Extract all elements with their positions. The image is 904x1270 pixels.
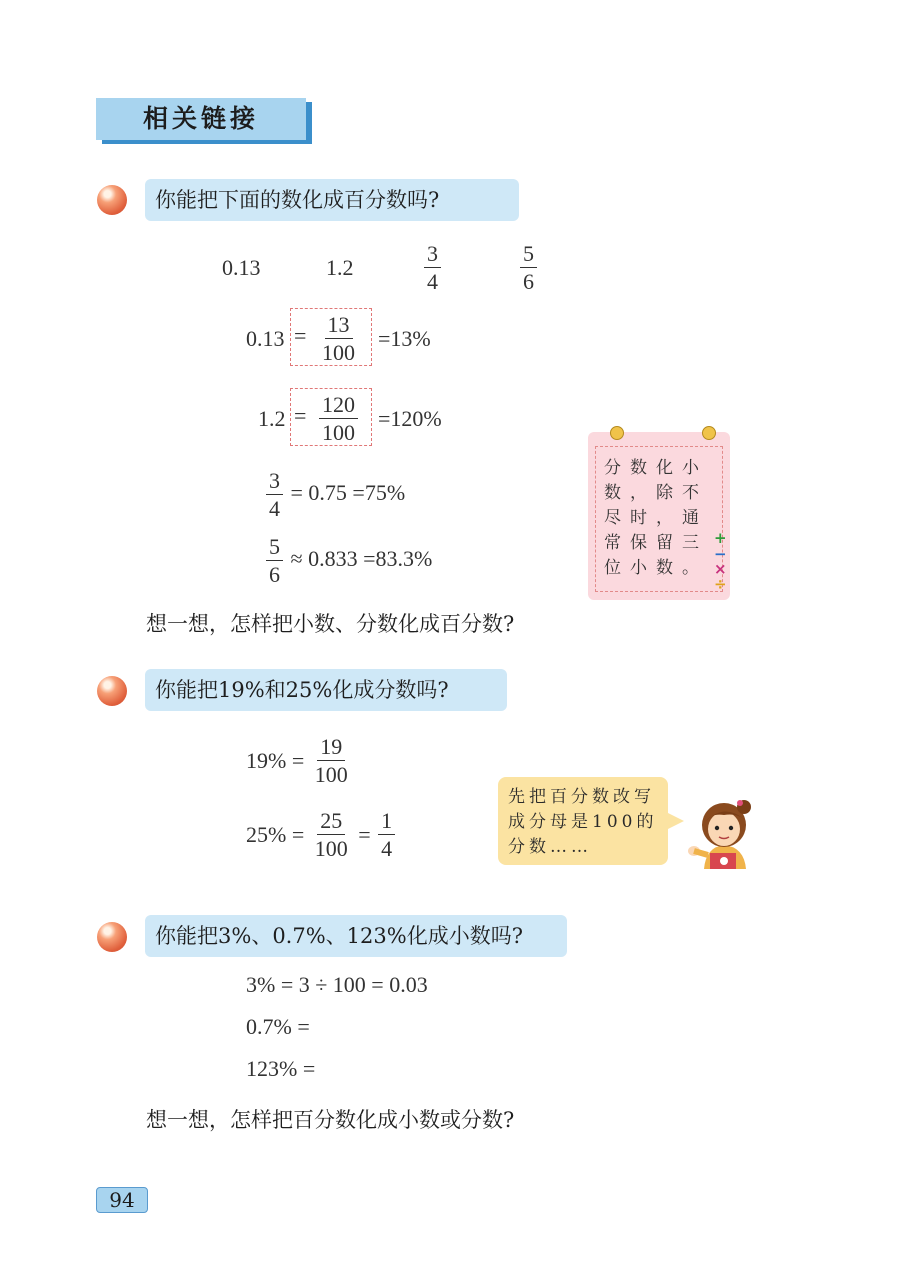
think-prompt-1: 想一想，怎样把小数、分数化成百分数? [146, 612, 515, 636]
eq1-result: =13% [378, 326, 431, 351]
note-card [588, 432, 730, 600]
item-decimal-b: 1.2 [326, 255, 354, 280]
item-decimal-a: 0.13 [222, 255, 261, 280]
divide-icon: ÷ [714, 575, 727, 593]
eq2-dashed-box: = $\frac{120}{100}$ [290, 388, 372, 446]
eq3: $\frac{3}{4}$ = 0.75 =75% [264, 470, 405, 520]
speech-bubble-text: 先把百分数改写成分母是100的分数…… [508, 787, 658, 857]
pushpin-icon [702, 426, 716, 440]
item-fraction-c: $\frac{3}{4}$ [422, 243, 443, 293]
s3-eq1: 3% = 3 ÷ 100 = 0.03 [246, 972, 428, 997]
s3-eq3: 123% = [246, 1056, 316, 1081]
speech-bubble [498, 777, 668, 865]
eq2-left: 1.2 [258, 406, 286, 431]
eq2-result: =120% [378, 406, 442, 431]
think-prompt-2: 想一想，怎样把百分数化成小数或分数? [146, 1108, 515, 1132]
s2-eq1: 19% = $\frac{19}{100}$ [246, 734, 348, 787]
minus-icon: − [714, 545, 727, 563]
question-1: 你能把下面的数化成百分数吗? [145, 179, 519, 221]
eq1-left: 0.13 [246, 326, 285, 351]
item-fraction-d: $\frac{5}{6}$ [518, 243, 539, 293]
question-3: 你能把3%、0.7%、123%化成小数吗? [145, 915, 567, 957]
s3-eq2: 0.7% = [246, 1014, 310, 1039]
bullet-ball-icon [97, 676, 127, 706]
times-icon: × [714, 560, 727, 578]
bullet-ball-icon [97, 922, 127, 952]
page-number: 94 [96, 1187, 148, 1213]
note-text: 分数化小数，除不尽时，通常保留三位小数。 [604, 458, 708, 578]
bullet-ball-icon [97, 185, 127, 215]
plus-icon: + [714, 529, 727, 547]
question-2: 你能把19%和25%化成分数吗? [145, 669, 507, 711]
section-header-title: 相关链接 [142, 104, 259, 133]
pushpin-icon [610, 426, 624, 440]
s2-eq2: 25% = $\frac{25}{100}$ = $\frac{1}{4}$ [246, 810, 397, 860]
girl-character-icon [686, 795, 758, 869]
eq1-dashed-box: = $\frac{13}{100}$ [290, 308, 372, 366]
speech-bubble-tail [666, 812, 684, 830]
section-header [96, 98, 306, 140]
eq4: $\frac{5}{6}$ ≈ 0.833 =83.3% [264, 536, 432, 586]
